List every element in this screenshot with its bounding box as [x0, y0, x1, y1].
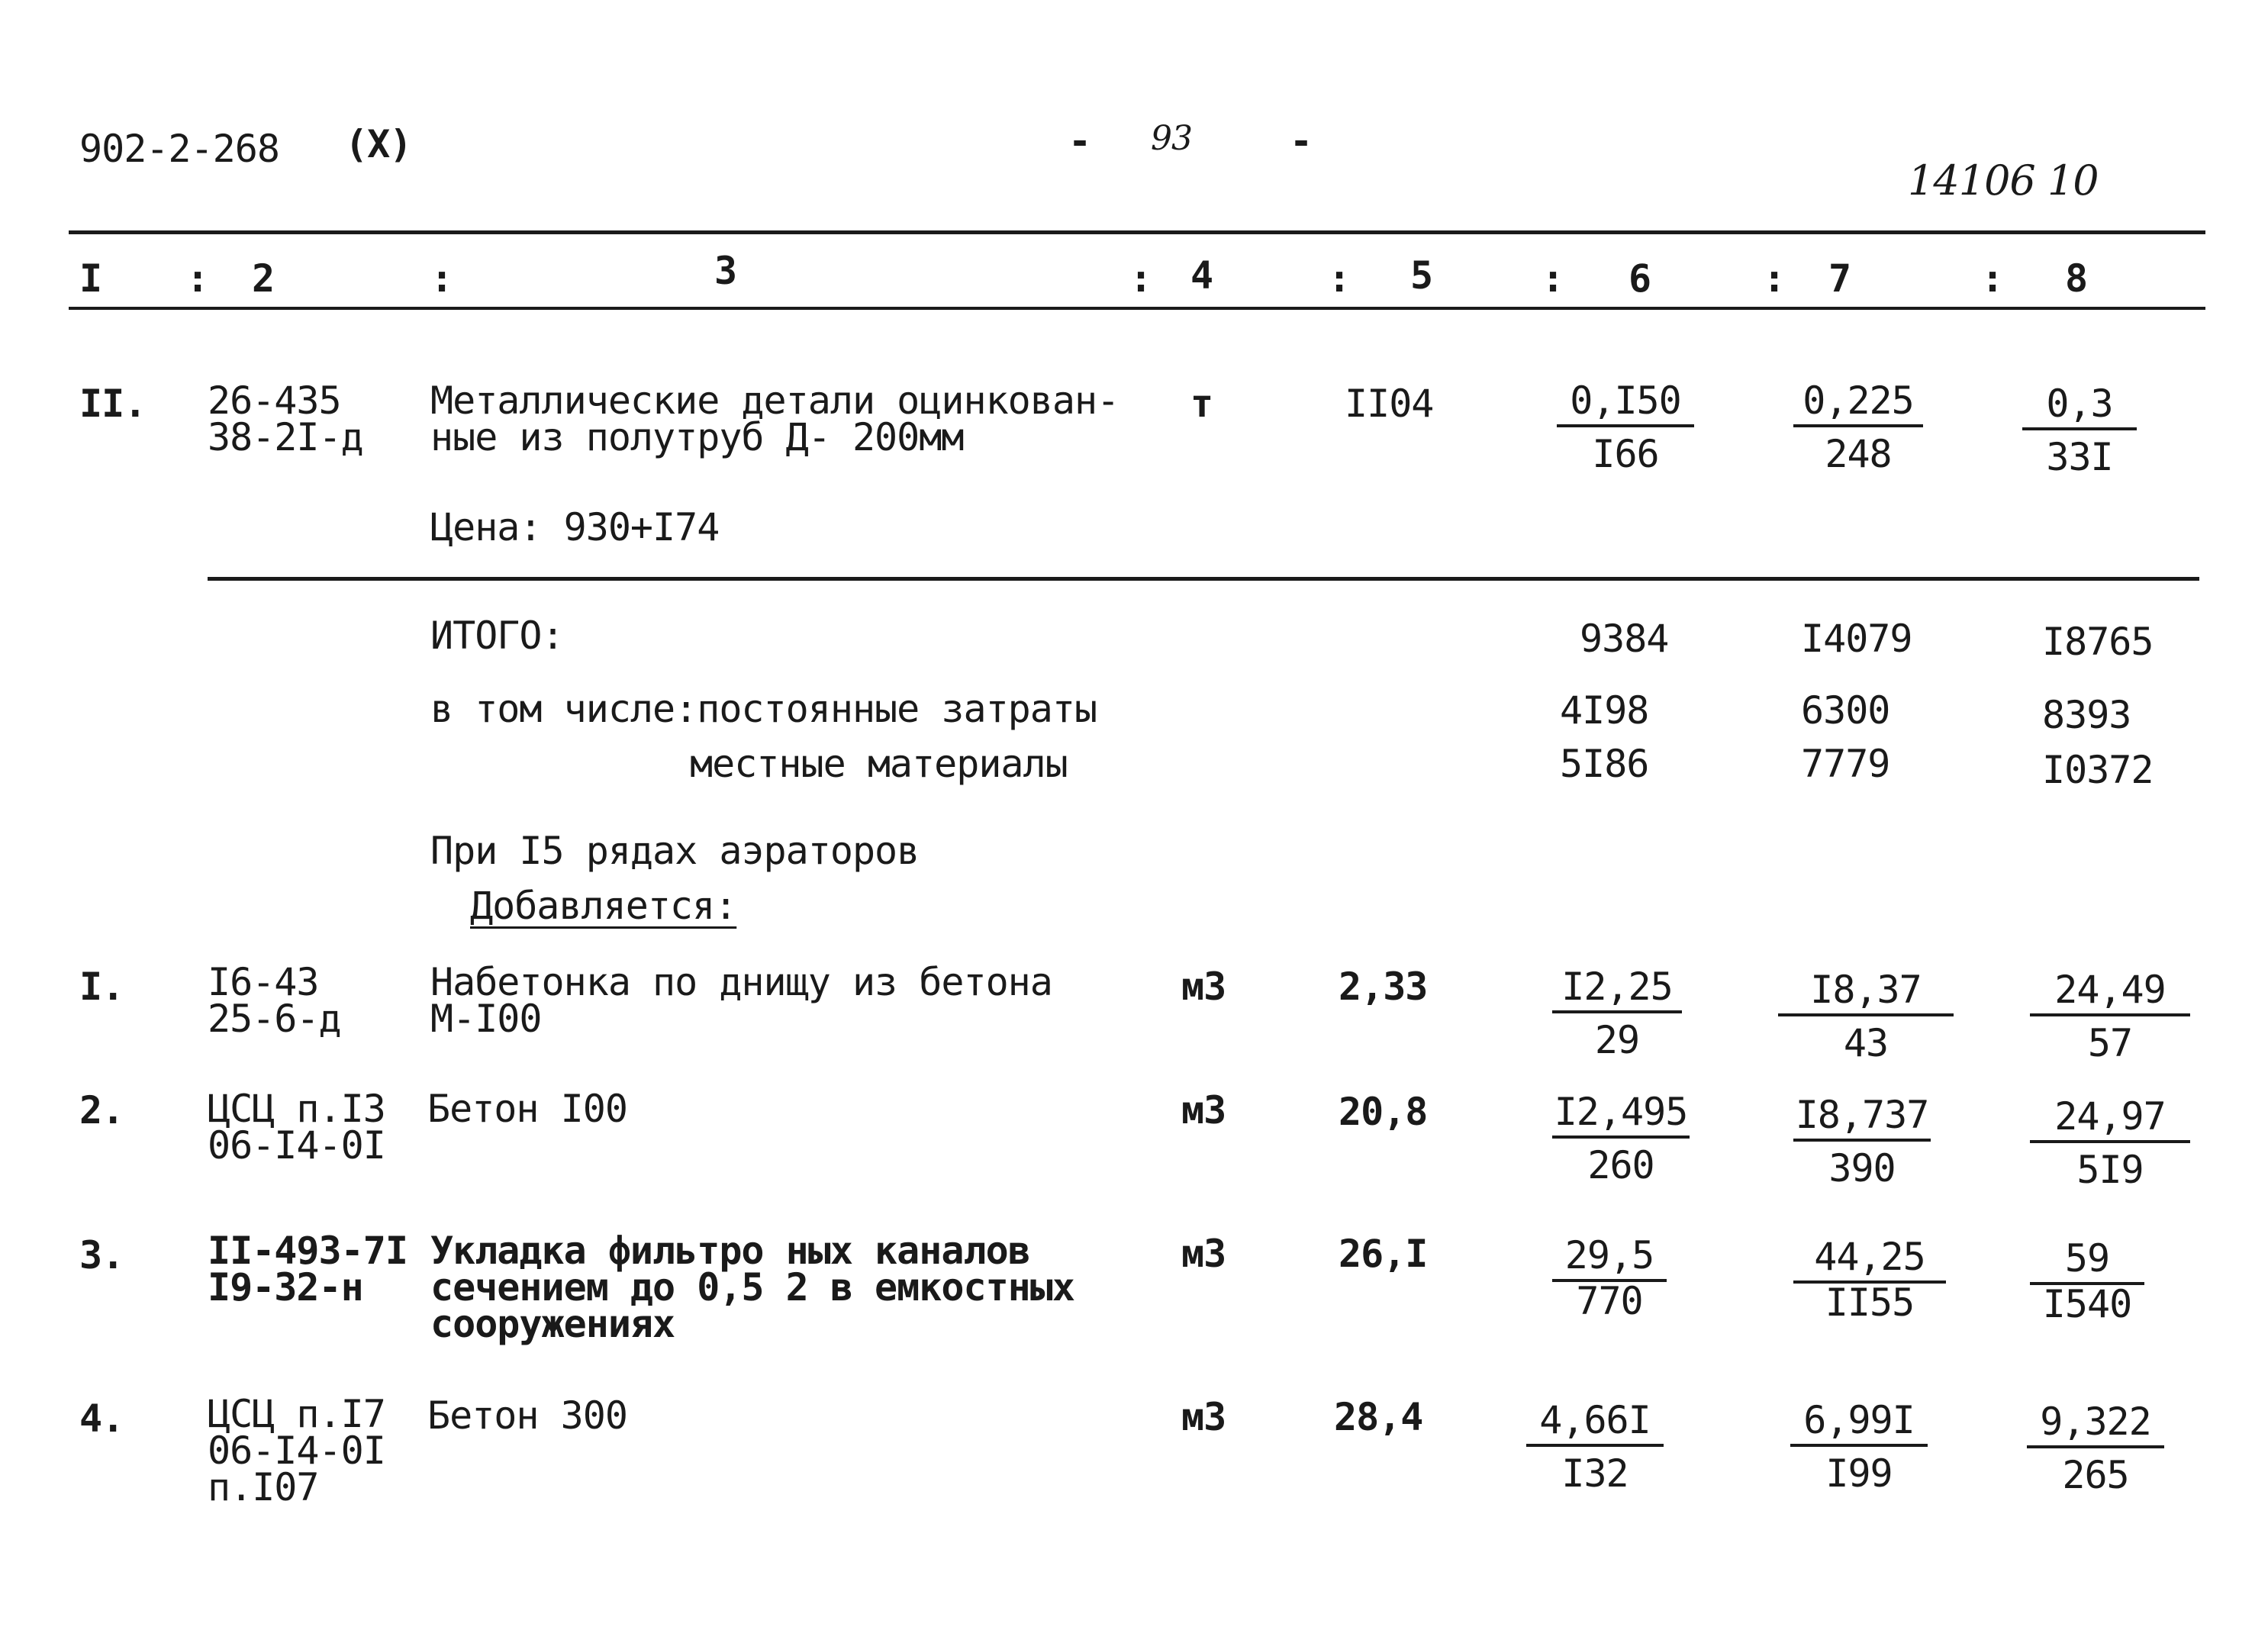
- totals-col6: 9384: [1580, 617, 1669, 661]
- local-col8: I0372: [2042, 748, 2154, 792]
- row-code: 38-2I-д: [208, 415, 363, 459]
- fraction-denominator: 390: [1828, 1146, 1896, 1190]
- row-price-col7: [1793, 1235, 1946, 1325]
- row-number: 4.: [79, 1396, 124, 1441]
- fraction-numerator: I2,25: [1552, 968, 1682, 1013]
- row-price-col6: [1552, 1233, 1667, 1323]
- fraction-numerator: 24,97: [2030, 1097, 2190, 1143]
- col-header-4: 4: [1190, 253, 1213, 298]
- local-materials-label: местные материалы: [690, 742, 1068, 786]
- row-number: 2.: [79, 1088, 124, 1132]
- fraction-denominator: I99: [1825, 1451, 1893, 1496]
- row-description: Укладка фильтро ных каналов: [430, 1229, 1030, 1273]
- fraction-numerator: 44,25: [1793, 1238, 1946, 1284]
- fraction-numerator: 59: [2030, 1239, 2144, 1285]
- local-col7: 7779: [1801, 742, 1890, 786]
- fraction-numerator: 0,I50: [1557, 382, 1694, 427]
- row-unit: м3: [1181, 1088, 1226, 1132]
- col-header-5: 5: [1410, 253, 1433, 298]
- fraction-denominator: I540: [2042, 1282, 2132, 1326]
- page-dash-right: -: [1290, 119, 1313, 163]
- incl-col7: 6300: [1801, 688, 1890, 733]
- col-sep: :: [1328, 256, 1351, 301]
- totals-col8: I8765: [2042, 620, 2154, 664]
- row-unit: м3: [1181, 965, 1226, 1009]
- row-price-col6: [1526, 1398, 1664, 1496]
- addition-subheading: Добавляется:: [470, 884, 737, 928]
- row-price-col8: [2027, 1400, 2164, 1497]
- col-sep: :: [1763, 256, 1786, 301]
- row-code: п.I07: [208, 1465, 319, 1509]
- row-price-col8: [2030, 1236, 2144, 1326]
- section-mark: (X): [345, 122, 412, 166]
- fraction-denominator: 260: [1587, 1143, 1654, 1187]
- col-header-3: 3: [714, 249, 737, 293]
- fraction-numerator: 24,49: [2030, 971, 2190, 1016]
- row-code: 26-435: [208, 379, 341, 423]
- row-code: I6-43: [208, 960, 319, 1004]
- row-code: I9-32-н: [208, 1265, 363, 1309]
- row-quantity: 2,33: [1339, 965, 1428, 1009]
- col-header-8: 8: [2065, 256, 2088, 301]
- row-number: 3.: [79, 1233, 124, 1277]
- row-description: ные из полутруб Д- 200мм: [430, 415, 964, 459]
- col-sep: :: [186, 256, 209, 301]
- row-description: Набетонка по днищу из бетона: [430, 960, 1052, 1004]
- header-rule-bottom: [69, 307, 2205, 310]
- col-sep: :: [1981, 256, 2004, 301]
- col-header-6: 6: [1629, 256, 1651, 301]
- row-description: сечением до 0,5 2 в емкостных: [430, 1265, 1074, 1309]
- fraction-denominator: II55: [1825, 1280, 1915, 1325]
- fraction-denominator: 43: [1843, 1021, 1889, 1065]
- row-code: ЦСЦ п.I3: [208, 1087, 385, 1131]
- fraction-numerator: I2,495: [1552, 1093, 1690, 1139]
- row-price-col7: [1793, 379, 1923, 476]
- price-note: Цена: 930+I74: [430, 505, 720, 549]
- fraction-denominator: 5I9: [2076, 1148, 2144, 1192]
- local-col6: 5I86: [1560, 742, 1649, 786]
- doc-code: 902-2-268: [79, 127, 279, 171]
- page-dash-left: -: [1068, 119, 1091, 163]
- row-price-col6: [1552, 965, 1682, 1062]
- incl-label: в том числе:постоянные затраты: [430, 687, 1097, 731]
- row-code: ЦСЦ п.I7: [208, 1392, 385, 1436]
- incl-col6: 4I98: [1560, 688, 1649, 733]
- row-unit: м3: [1181, 1232, 1226, 1276]
- row-price-col7: [1778, 968, 1954, 1065]
- fraction-denominator: I32: [1561, 1451, 1629, 1496]
- totals-label: ИТОГО:: [430, 614, 564, 658]
- row-quantity: II04: [1345, 382, 1434, 426]
- row-description: Бетон 300: [427, 1393, 627, 1438]
- fraction-numerator: 4,66I: [1526, 1401, 1664, 1447]
- col-header-2: 2: [252, 256, 275, 301]
- totals-col7: I4079: [1801, 617, 1912, 661]
- row-price-col7: [1790, 1398, 1928, 1496]
- row-description: сооружениях: [430, 1302, 675, 1346]
- row-price-col8: [2030, 1094, 2190, 1192]
- fraction-numerator: I8,737: [1793, 1096, 1931, 1142]
- row-quantity: 20,8: [1339, 1090, 1428, 1134]
- row-code: 06-I4-0I: [208, 1429, 385, 1473]
- fraction-numerator: 0,3: [2022, 385, 2137, 430]
- fraction-numerator: 0,225: [1793, 382, 1923, 427]
- addition-heading: При I5 рядах аэраторов: [430, 829, 920, 873]
- header-rule-top: [69, 230, 2205, 234]
- fraction-denominator: I66: [1592, 432, 1659, 476]
- page-number: 93: [1151, 119, 1192, 158]
- fraction-denominator: 33I: [2046, 435, 2113, 479]
- fraction-denominator: 29: [1594, 1018, 1640, 1062]
- row-code: 06-I4-0I: [208, 1123, 385, 1168]
- col-sep: :: [430, 256, 453, 301]
- row-price-col6: [1552, 1090, 1690, 1187]
- totals-rule: [208, 577, 2199, 581]
- incl-col8: 8393: [2042, 693, 2131, 737]
- fraction-numerator: I8,37: [1778, 971, 1954, 1016]
- row-description: М-I00: [430, 997, 542, 1041]
- row-number: I.: [79, 965, 124, 1009]
- row-unit: м3: [1181, 1395, 1226, 1439]
- col-header-1: I: [79, 256, 102, 301]
- fraction-numerator: 29,5: [1552, 1236, 1667, 1282]
- row-price-col6: [1557, 379, 1694, 476]
- fraction-numerator: 9,322: [2027, 1403, 2164, 1448]
- row-price-col7: [1793, 1093, 1931, 1190]
- handwritten-stamp: 14106 10: [1908, 156, 2099, 205]
- row-quantity: 26,I: [1339, 1232, 1428, 1276]
- row-description: Бетон I00: [427, 1087, 627, 1131]
- row-unit: т: [1190, 382, 1213, 426]
- row-price-col8: [2022, 382, 2137, 479]
- row-price-col8: [2030, 968, 2190, 1065]
- col-sep: :: [1542, 256, 1564, 301]
- fraction-denominator: 265: [2062, 1453, 2129, 1497]
- fraction-denominator: 770: [1576, 1279, 1643, 1323]
- fraction-numerator: 6,99I: [1790, 1401, 1928, 1447]
- row-code: 25-6-д: [208, 997, 341, 1041]
- col-sep: :: [1129, 256, 1152, 301]
- row-code: II-493-7I: [208, 1229, 408, 1273]
- fraction-denominator: 57: [2087, 1021, 2133, 1065]
- fraction-denominator: 248: [1825, 432, 1892, 476]
- row-description: Металлические детали оцинкован-: [430, 379, 1120, 423]
- col-header-7: 7: [1828, 256, 1851, 301]
- row-quantity: 28,4: [1334, 1395, 1423, 1439]
- row-number: II.: [79, 382, 147, 426]
